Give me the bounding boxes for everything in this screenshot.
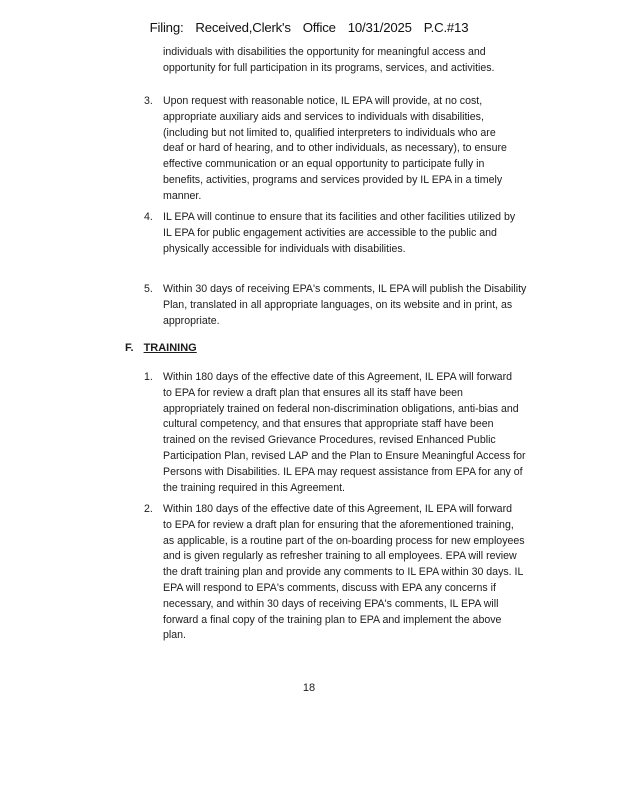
list-item-4 xyxy=(163,210,553,257)
paragraph-line: opportunity for full participation in its programs, services, and activities. xyxy=(163,61,495,74)
paragraph-line: the draft training plan and provide any comments to IL EPA within 30 days. IL xyxy=(163,566,524,579)
pc-number: P.C.#13 xyxy=(423,20,469,35)
list-item-3 xyxy=(163,94,553,205)
paragraph-line: Upon request with reasonable notice, IL EPA will provide, at no cost, xyxy=(163,95,483,107)
list-item-number: 1. xyxy=(144,371,153,383)
page-number: 18 xyxy=(302,682,316,694)
paragraph-line: the training required in this Agreement. xyxy=(163,481,345,494)
filing-stamp-header xyxy=(0,20,618,36)
paragraph-line: forward a final copy of the training plan to EPA and implement the above xyxy=(163,613,502,626)
section-letter: F. xyxy=(125,342,134,354)
paragraph-line: EPA will respond to EPA's comments, discuss with EPA any concerns if xyxy=(163,581,496,594)
paragraph-line: (including but not limited to, qualified interpreters to individuals who are xyxy=(163,126,496,139)
paragraph-line: physically accessible for individuals with disabilities. xyxy=(163,242,406,255)
list-item-number: 2. xyxy=(144,503,153,515)
list-item-5 xyxy=(163,282,553,329)
paragraph-line: IL EPA will continue to ensure that its facilities and other facilities utilized by xyxy=(163,211,516,223)
section-heading-training xyxy=(125,341,197,357)
paragraph-line: Within 180 days of the effective date of this Agreement, IL EPA will forward xyxy=(163,371,512,383)
paragraph-line: to EPA for review a draft plan that ensures all its staff have been xyxy=(163,386,463,399)
list-item-number: 5. xyxy=(144,283,153,295)
filing-date: 10/31/2025 xyxy=(347,20,412,35)
paragraph-line: effective communication or an equal opportunity to participate fully in xyxy=(163,158,485,171)
office-label: Office xyxy=(302,20,336,35)
paragraph-line: benefits, activities, programs and services provided by IL EPA in a timely xyxy=(163,173,503,186)
paragraph-line: individuals with disabilities the opportunity for meaningful access and xyxy=(163,46,486,58)
paragraph-line: Plan, translated in all appropriate languages, on its website and in print, as xyxy=(163,298,513,311)
paragraph-line: plan. xyxy=(163,629,186,642)
paragraph-line: IL EPA for public engagement activities are accessible to the public and xyxy=(163,226,497,239)
paragraph-line: Participation Plan, revised LAP and the Plan to Ensure Meaningful Access for xyxy=(163,449,526,462)
section-title: TRAINING xyxy=(143,342,197,354)
training-item-1 xyxy=(163,370,553,496)
paragraph-line: Persons with Disabilities. IL EPA may request assistance from EPA for any of xyxy=(163,465,523,478)
training-item-2 xyxy=(163,502,553,644)
filing-label: Filing: xyxy=(149,20,184,35)
paragraph-line: manner. xyxy=(163,189,202,202)
paragraph-line: trained on the revised Grievance Procedures, revised Enhanced Public xyxy=(163,434,496,447)
paragraph-line: cultural competency, and that ensures that appropriate staff have been xyxy=(163,418,494,431)
paragraph-line: Within 30 days of receiving EPA's comments, IL EPA will publish the Disability xyxy=(163,283,527,295)
continuation-paragraph xyxy=(163,45,553,77)
received-clerk-label: Received,Clerk's xyxy=(195,20,291,35)
paragraph-line: deaf or hard of hearing, and to other individuals, as necessary), to ensure xyxy=(163,142,507,155)
paragraph-line: and is given regularly as refresher training to all employees. EPA will review xyxy=(163,550,517,563)
paragraph-line: necessary, and within 30 days of receiving EPA's comments, IL EPA will xyxy=(163,597,499,610)
paragraph-line: appropriate auxiliary aids and services to individuals with disabilities, xyxy=(163,110,484,123)
paragraph-line: appropriate. xyxy=(163,314,220,327)
paragraph-line: appropriately trained on federal non-discrimination obligations, anti-bias and xyxy=(163,402,519,415)
paragraph-line: to EPA for review a draft plan for ensuring that the aforementioned training, xyxy=(163,518,514,531)
paragraph-line: as applicable, is a routine part of the on-boarding process for new employees xyxy=(163,534,525,547)
paragraph-line: Within 180 days of the effective date of this Agreement, IL EPA will forward xyxy=(163,503,512,515)
list-item-number: 4. xyxy=(144,211,153,223)
list-item-number: 3. xyxy=(144,95,153,107)
